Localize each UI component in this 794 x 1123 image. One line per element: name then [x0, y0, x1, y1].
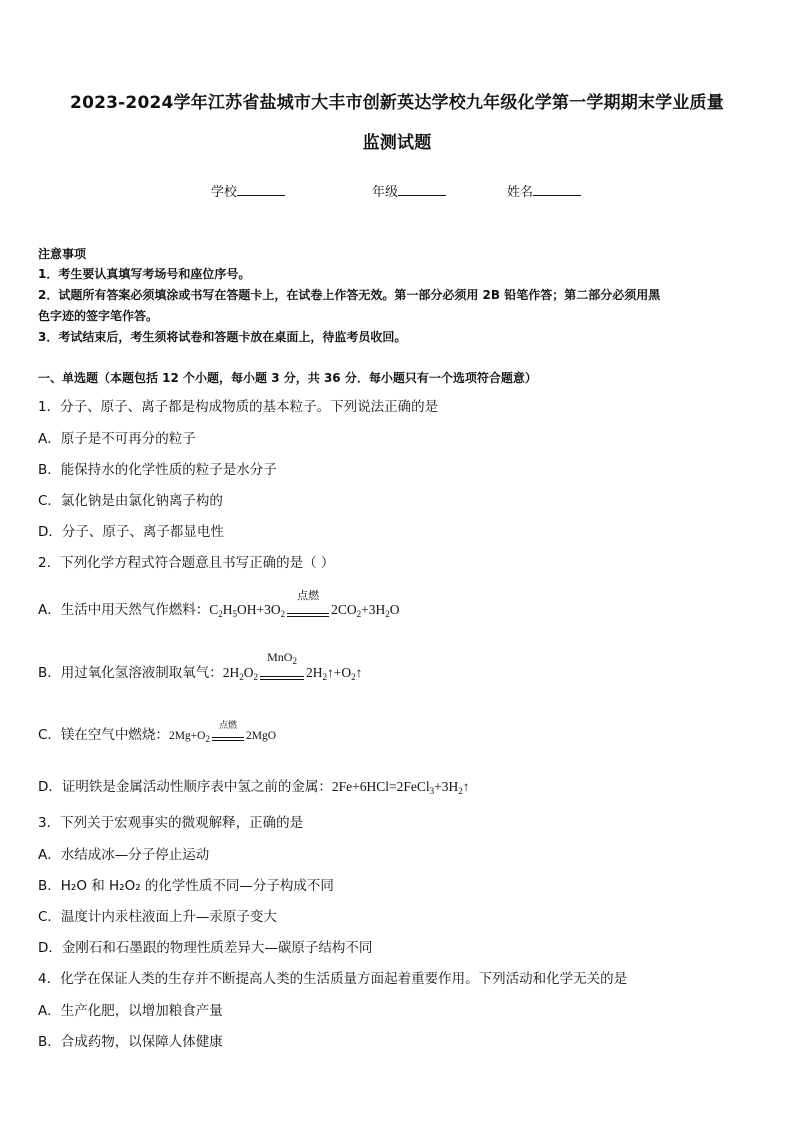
section-heading: 一、单选题（本题包括 12 个小题，每小题 3 分，共 36 分．每小题只有一个选项符合题意）	[38, 371, 537, 385]
question-1-stem: 1．分子、原子、离子都是构成物质的基本粒子。下列说法正确的是	[38, 399, 439, 415]
school-field	[211, 181, 285, 200]
notice-item: 2．试题所有答案必须填涂或书写在答题卡上，在试卷上作答无效。第一部分必须用 2B 铅笔作答；第二部分必须用黑	[38, 288, 661, 302]
option-b-equation: $2H_2O_2$ MnO$_2$ $2H_2↑+O_2↑$	[222, 650, 363, 682]
question-2-option-b	[38, 650, 363, 682]
question-2-stem: 2．下列化学方程式符合题意且书写正确的是（ ）	[38, 555, 335, 571]
grade-field	[372, 181, 446, 200]
option-a-equation: $C_2H_5OH+3O_2$ 点燃 $2CO_2+3H_2O$	[209, 589, 400, 619]
question-3-option-c: C．温度计内汞柱液面上升—汞原子变大	[38, 909, 277, 925]
question-4-stem: 4．化学在保证人类的生存并不断提高人类的生活质量方面起着重要作用。下列活动和化学无关的是	[38, 971, 628, 987]
question-2-option-c	[38, 723, 276, 743]
question-1-option-d: D．分子、原子、离子都显电性	[38, 524, 224, 540]
option-b-text: B．用过氧化氢溶液制取氧气：	[38, 665, 223, 681]
question-3-stem: 3．下列关于宏观事实的微观解释，正确的是	[38, 815, 304, 831]
school-blank	[237, 183, 285, 196]
option-a-text: A．生活中用天然气作燃料：	[38, 602, 210, 618]
name-blank	[533, 183, 581, 196]
name-label: 姓名	[507, 185, 534, 200]
notice-item: 3．考试结束后，考生须将试卷和答题卡放在桌面上，待监考员收回。	[38, 330, 407, 344]
catalyst-condition: MnO$_2$	[260, 665, 304, 680]
option-d-text: D．证明铁是金属活动性顺序表中氢之前的金属：	[38, 779, 332, 795]
notice-item: 色字迹的签字笔作答。	[38, 309, 159, 323]
reaction-condition: 点燃	[212, 730, 244, 741]
option-c-equation: $2Mg+O_2$ 点燃 2MgO	[168, 721, 276, 744]
question-3-option-a: A．水结成冰—分子停止运动	[38, 847, 210, 863]
notice-item: 1．考生要认真填写考场号和座位序号。	[38, 267, 251, 281]
notice-heading: 注意事项	[38, 247, 87, 261]
question-4-option-a: A．生产化肥，以增加粮食产量	[38, 1003, 223, 1019]
school-label: 学校	[211, 185, 238, 200]
question-2-option-d	[38, 775, 470, 795]
question-4-option-b: B．合成药物，以保障人体健康	[38, 1034, 223, 1050]
grade-blank	[398, 183, 446, 196]
option-d-equation: $2Fe+6HCl=2FeCl_3+3H_2↑$	[331, 779, 470, 796]
page-title-line-1: 2023-2024学年江苏省盐城市大丰市创新英达学校九年级化学第一学期期末学业质量	[70, 93, 724, 113]
grade-label: 年级	[372, 185, 399, 200]
question-3-option-d: D．金刚石和石墨跟的物理性质差异大—碳原子结构不同	[38, 940, 373, 956]
reaction-condition: 点燃	[287, 602, 329, 617]
question-3-option-b: B．H₂O 和 H₂O₂ 的化学性质不同—分子构成不同	[38, 878, 334, 894]
page-title-line-2: 监测试题	[362, 133, 432, 153]
question-1-option-c: C．氯化钠是由氯化钠离子构的	[38, 493, 223, 509]
question-2-option-a	[38, 589, 400, 619]
name-field	[507, 181, 581, 200]
question-1-option-b: B．能保持水的化学性质的粒子是水分子	[38, 462, 277, 478]
option-c-text: C．镁在空气中燃烧：	[38, 727, 169, 743]
question-1-option-a: A．原子是不可再分的粒子	[38, 431, 196, 447]
